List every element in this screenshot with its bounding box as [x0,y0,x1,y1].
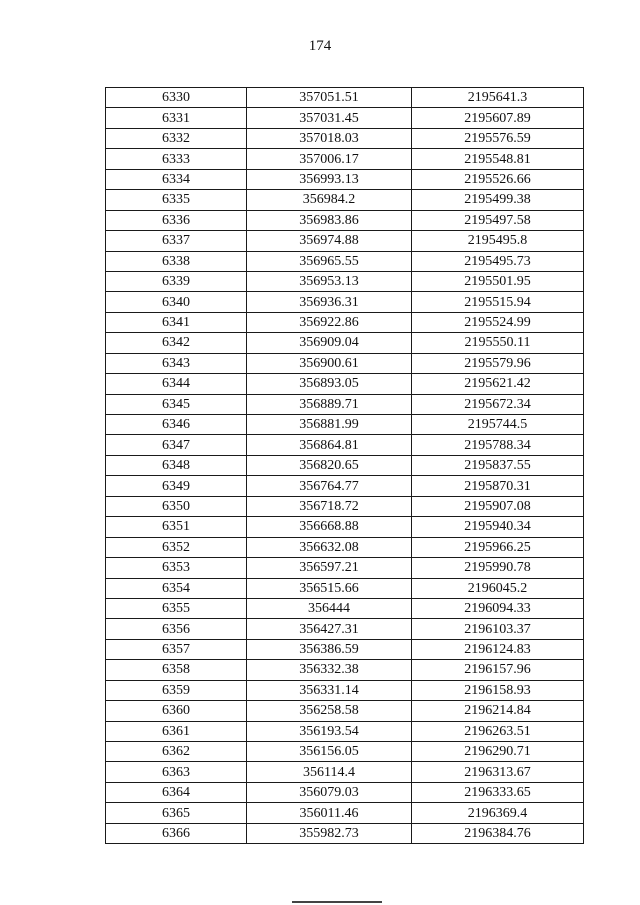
point-number-cell: 6335 [106,190,247,210]
x-coordinate-cell: 356993.13 [247,169,412,189]
y-coordinate-cell: 2196369.4 [412,803,584,823]
table-row [106,721,584,741]
y-coordinate-cell: 2195501.95 [412,271,584,291]
point-number-cell: 6339 [106,271,247,291]
x-coordinate-cell: 356820.65 [247,455,412,475]
y-coordinate-cell: 2195672.34 [412,394,584,414]
point-number-cell: 6332 [106,128,247,148]
point-number-cell: 6362 [106,742,247,762]
table-row [106,680,584,700]
point-number-cell: 6359 [106,680,247,700]
y-coordinate-cell: 2196384.76 [412,823,584,843]
point-number-cell: 6361 [106,721,247,741]
point-number-cell: 6364 [106,782,247,802]
point-number-cell: 6333 [106,149,247,169]
x-coordinate-cell: 356889.71 [247,394,412,414]
y-coordinate-cell: 2196124.83 [412,639,584,659]
x-coordinate-cell: 356156.05 [247,742,412,762]
y-coordinate-cell: 2195495.73 [412,251,584,271]
y-coordinate-cell: 2195607.89 [412,108,584,128]
table-row [106,639,584,659]
x-coordinate-cell: 356114.4 [247,762,412,782]
y-coordinate-cell: 2195744.5 [412,415,584,435]
x-coordinate-cell: 356718.72 [247,496,412,516]
table-row [106,271,584,291]
x-coordinate-cell: 356965.55 [247,251,412,271]
x-coordinate-cell: 356011.46 [247,803,412,823]
y-coordinate-cell: 2195837.55 [412,455,584,475]
point-number-cell: 6342 [106,333,247,353]
x-coordinate-cell: 356515.66 [247,578,412,598]
y-coordinate-cell: 2195548.81 [412,149,584,169]
table-row [106,149,584,169]
y-coordinate-cell: 2196094.33 [412,598,584,618]
point-number-cell: 6334 [106,169,247,189]
y-coordinate-cell: 2196045.2 [412,578,584,598]
y-coordinate-cell: 2195495.8 [412,231,584,251]
x-coordinate-cell: 356974.88 [247,231,412,251]
y-coordinate-cell: 2195990.78 [412,558,584,578]
table-row [106,517,584,537]
y-coordinate-cell: 2196290.71 [412,742,584,762]
x-coordinate-cell: 356936.31 [247,292,412,312]
point-number-cell: 6337 [106,231,247,251]
table-row [106,578,584,598]
point-number-cell: 6355 [106,598,247,618]
table-row [106,108,584,128]
table-row [106,374,584,394]
table-row [106,190,584,210]
x-coordinate-cell: 356922.86 [247,312,412,332]
y-coordinate-cell: 2195870.31 [412,476,584,496]
x-coordinate-cell: 356893.05 [247,374,412,394]
x-coordinate-cell: 356444 [247,598,412,618]
table-row [106,558,584,578]
point-number-cell: 6357 [106,639,247,659]
x-coordinate-cell: 356881.99 [247,415,412,435]
y-coordinate-cell: 2195524.99 [412,312,584,332]
point-number-cell: 6344 [106,374,247,394]
point-number-cell: 6343 [106,353,247,373]
y-coordinate-cell: 2196103.37 [412,619,584,639]
y-coordinate-cell: 2195515.94 [412,292,584,312]
x-coordinate-cell: 356386.59 [247,639,412,659]
y-coordinate-cell: 2195576.59 [412,128,584,148]
table-row [106,742,584,762]
point-number-cell: 6341 [106,312,247,332]
scan-edge-mark [292,901,382,903]
x-coordinate-cell: 357006.17 [247,149,412,169]
table-row [106,169,584,189]
x-coordinate-cell: 356864.81 [247,435,412,455]
table-row [106,353,584,373]
table-row [106,415,584,435]
point-number-cell: 6353 [106,558,247,578]
point-number-cell: 6348 [106,455,247,475]
x-coordinate-cell: 356193.54 [247,721,412,741]
y-coordinate-cell: 2195526.66 [412,169,584,189]
y-coordinate-cell: 2195579.96 [412,353,584,373]
x-coordinate-cell: 356632.08 [247,537,412,557]
table-row [106,251,584,271]
x-coordinate-cell: 356668.88 [247,517,412,537]
y-coordinate-cell: 2196157.96 [412,660,584,680]
x-coordinate-cell: 355982.73 [247,823,412,843]
table-row [106,537,584,557]
y-coordinate-cell: 2195499.38 [412,190,584,210]
table-row [106,455,584,475]
table-row [106,88,584,108]
x-coordinate-cell: 357051.51 [247,88,412,108]
y-coordinate-cell: 2196313.67 [412,762,584,782]
x-coordinate-cell: 356764.77 [247,476,412,496]
point-number-cell: 6331 [106,108,247,128]
point-number-cell: 6330 [106,88,247,108]
table-row [106,619,584,639]
point-number-cell: 6338 [106,251,247,271]
x-coordinate-cell: 356331.14 [247,680,412,700]
point-number-cell: 6336 [106,210,247,230]
y-coordinate-cell: 2195940.34 [412,517,584,537]
table-row [106,394,584,414]
point-number-cell: 6340 [106,292,247,312]
coordinates-table-body [106,88,584,844]
y-coordinate-cell: 2195550.11 [412,333,584,353]
coordinates-table [105,87,584,844]
table-row [106,476,584,496]
point-number-cell: 6356 [106,619,247,639]
x-coordinate-cell: 356953.13 [247,271,412,291]
y-coordinate-cell: 2196263.51 [412,721,584,741]
x-coordinate-cell: 356909.04 [247,333,412,353]
x-coordinate-cell: 356983.86 [247,210,412,230]
y-coordinate-cell: 2195621.42 [412,374,584,394]
point-number-cell: 6347 [106,435,247,455]
table-row [106,210,584,230]
point-number-cell: 6360 [106,701,247,721]
point-number-cell: 6351 [106,517,247,537]
x-coordinate-cell: 356427.31 [247,619,412,639]
x-coordinate-cell: 357018.03 [247,128,412,148]
table-row [106,660,584,680]
point-number-cell: 6365 [106,803,247,823]
y-coordinate-cell: 2196158.93 [412,680,584,700]
table-row [106,701,584,721]
table-row [106,435,584,455]
table-row [106,292,584,312]
point-number-cell: 6346 [106,415,247,435]
table-row [106,782,584,802]
point-number-cell: 6349 [106,476,247,496]
table-row [106,312,584,332]
point-number-cell: 6366 [106,823,247,843]
y-coordinate-cell: 2195497.58 [412,210,584,230]
x-coordinate-cell: 356900.61 [247,353,412,373]
y-coordinate-cell: 2195788.34 [412,435,584,455]
y-coordinate-cell: 2196333.65 [412,782,584,802]
table-row [106,803,584,823]
point-number-cell: 6352 [106,537,247,557]
table-row [106,128,584,148]
y-coordinate-cell: 2195966.25 [412,537,584,557]
x-coordinate-cell: 357031.45 [247,108,412,128]
point-number-cell: 6345 [106,394,247,414]
y-coordinate-cell: 2196214.84 [412,701,584,721]
y-coordinate-cell: 2195641.3 [412,88,584,108]
point-number-cell: 6354 [106,578,247,598]
table-row [106,496,584,516]
table-row [106,231,584,251]
table-row [106,333,584,353]
x-coordinate-cell: 356984.2 [247,190,412,210]
x-coordinate-cell: 356258.58 [247,701,412,721]
point-number-cell: 6350 [106,496,247,516]
page-number: 174 [308,38,332,54]
table-row [106,598,584,618]
x-coordinate-cell: 356079.03 [247,782,412,802]
y-coordinate-cell: 2195907.08 [412,496,584,516]
table-row [106,762,584,782]
table-row [106,823,584,843]
x-coordinate-cell: 356597.21 [247,558,412,578]
point-number-cell: 6363 [106,762,247,782]
x-coordinate-cell: 356332.38 [247,660,412,680]
point-number-cell: 6358 [106,660,247,680]
